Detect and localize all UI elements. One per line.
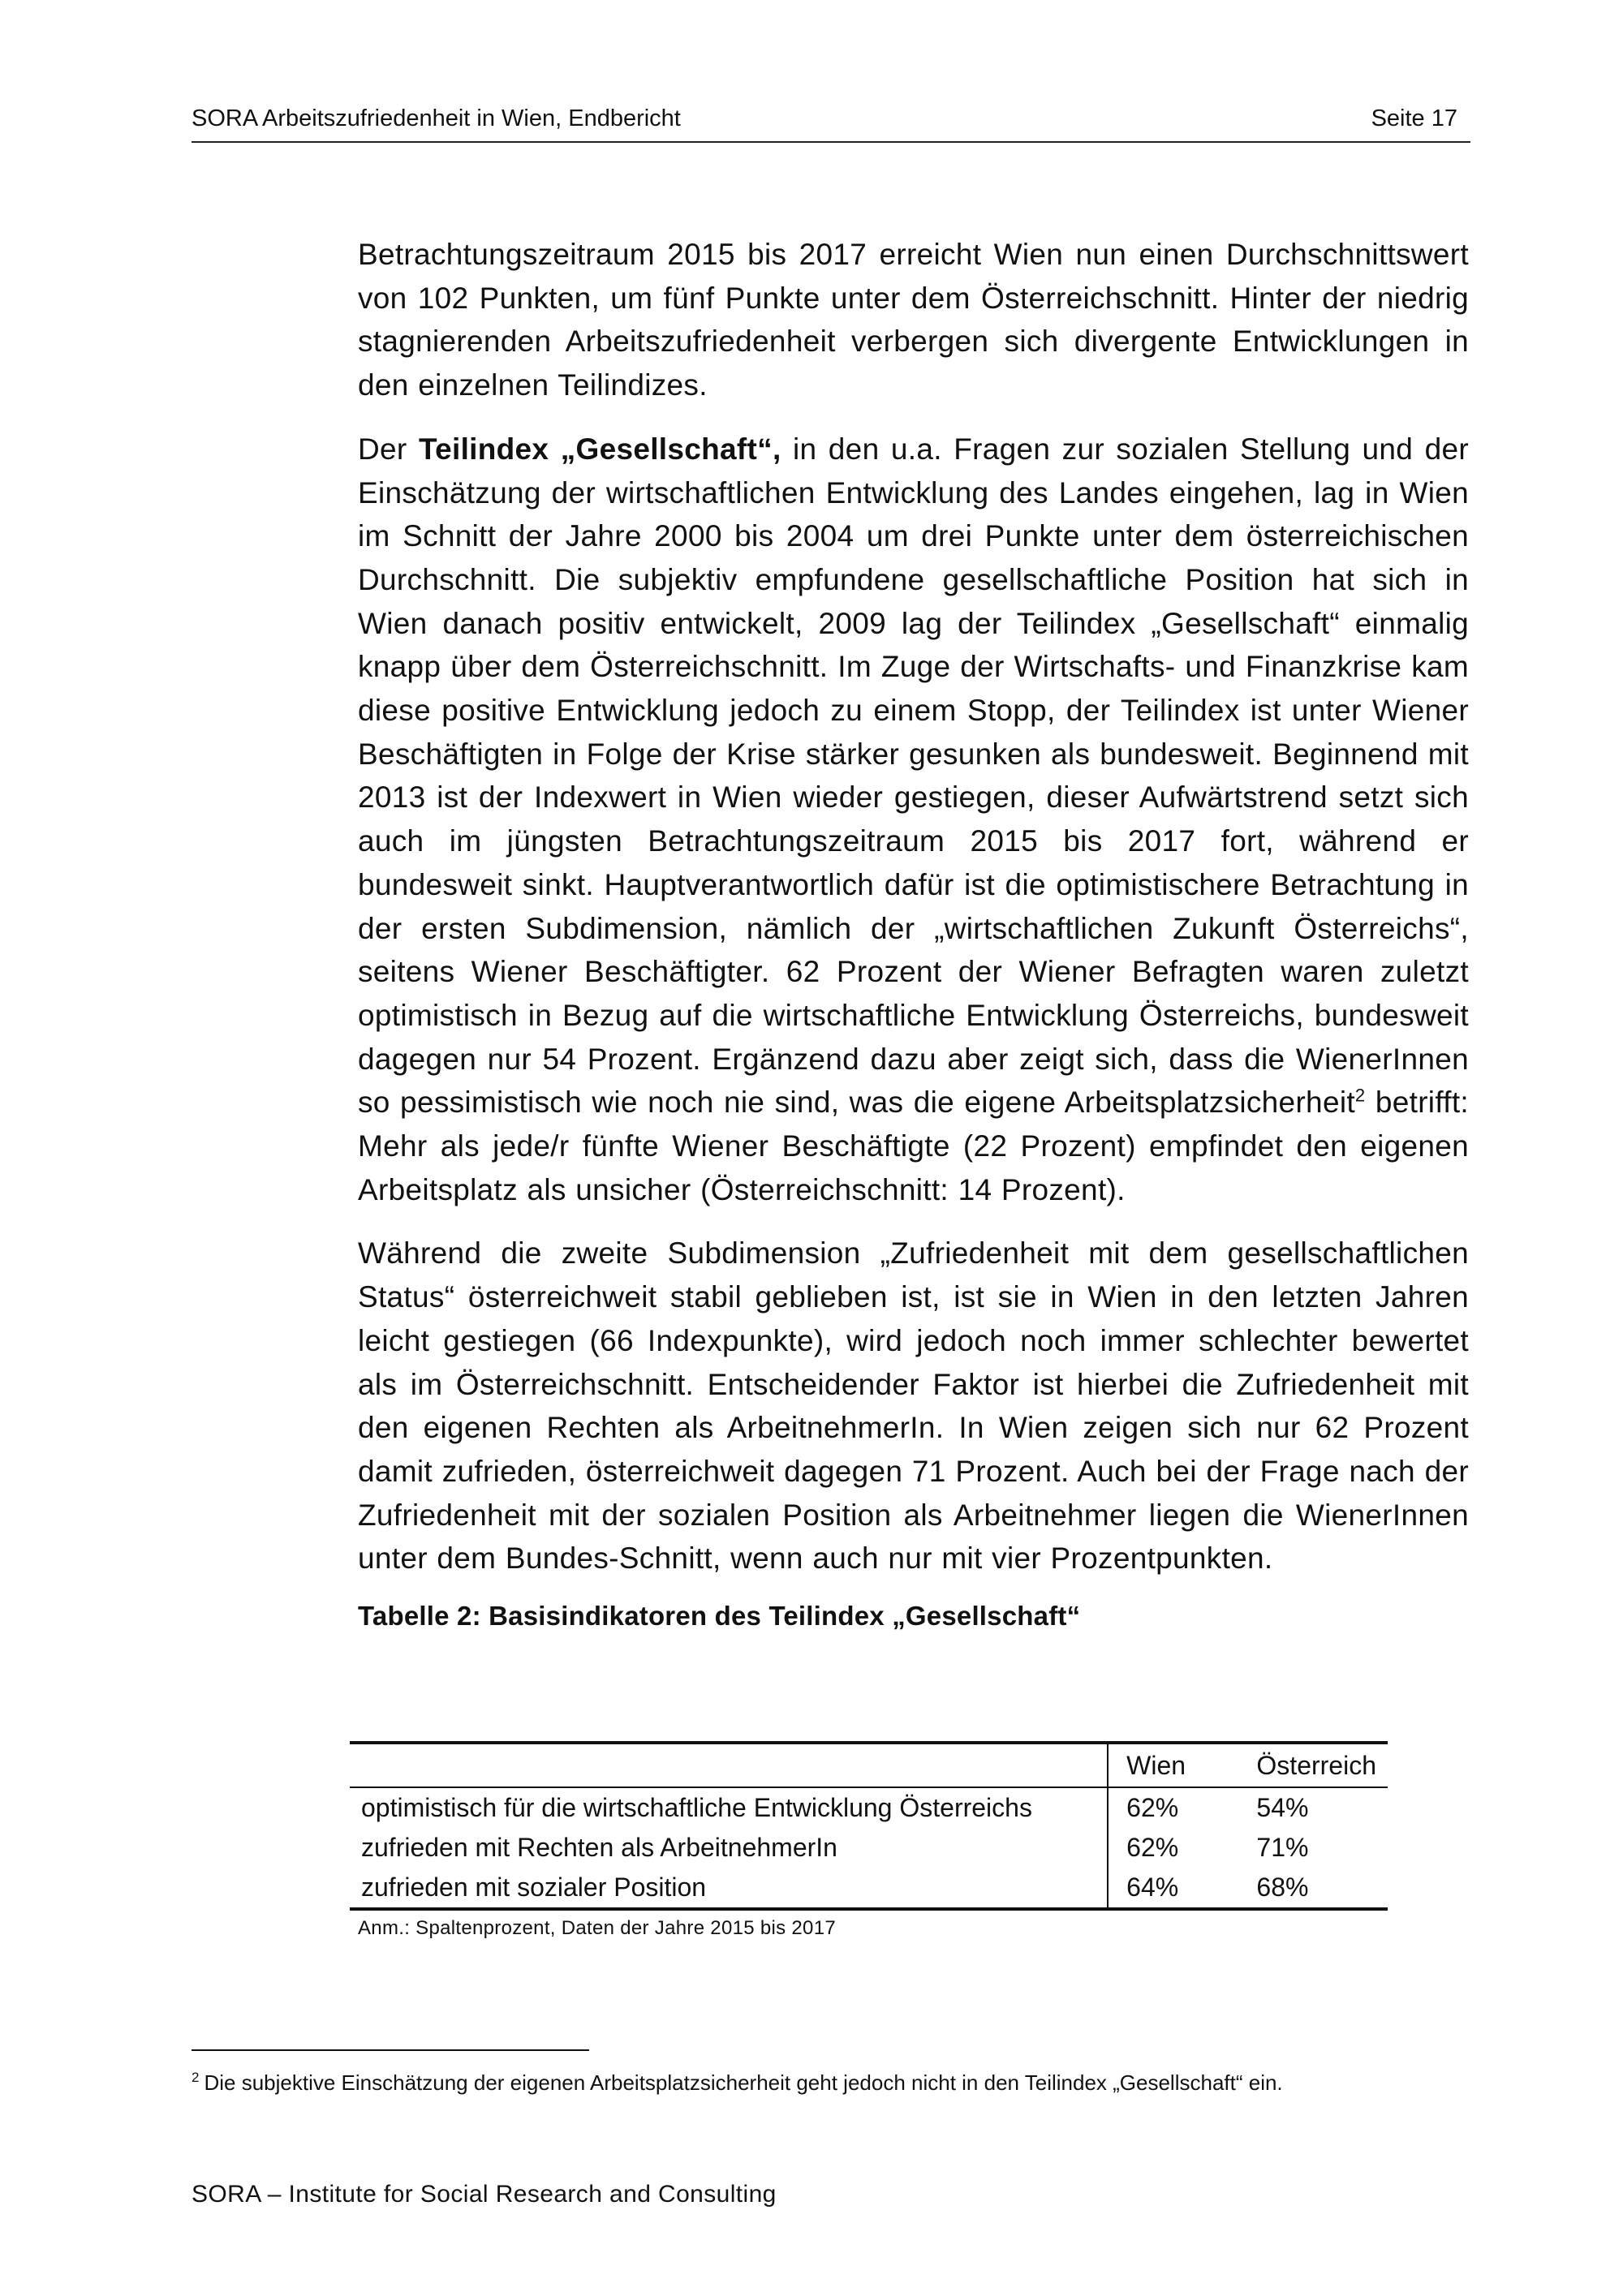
page-number: Seite 17	[1371, 105, 1457, 131]
cell-wien: 64%	[1108, 1868, 1238, 1909]
footnote-reference[interactable]: 2	[1354, 1086, 1366, 1107]
paragraph-2-lead: Der	[358, 432, 419, 466]
paragraph-2-part1: in den u.a. Fragen zur sozialen Stellung und der Einschätzung der wirtschaftlichen Entwicklung des Landes eingehen, lag in Wien im Schnitt der Jahre 2000 bis 2004 um drei Punkte unter dem österreichischen Durchschnitt. Die subjektiv empfundene gesellschaftliche Position hat sich in Wien danach positiv entwickelt, 2009 lag der Teilindex „Gesellschaft“ einmalig knapp über dem Österreichschnitt. Im Zuge der Wirtschafts- und Finanzkrise kam diese positive Entwicklung jedoch zu einem Stopp, der Teilindex ist unter Wiener Beschäftigten in Folge der Krise stärker gesunken als bundesweit. Beginnend mit 2013 ist der Indexwert in Wien wieder gestiegen, dieser Aufwärtstrend setzt sich auch im jüngsten Betrachtungszeitraum 2015 bis 2017 fort, während er bundesweit sinkt. Hauptverantwortlich dafür ist die optimistischere Betrachtung in der ersten Subdimension, nämlich der „wirtschaftlichen Zukunft Österreichs“, seitens Wiener Beschäftigter. 62 Prozent der Wiener Befragten waren zuletzt optimistisch in Bezug auf die wirtschaftliche Entwicklung Österreichs, bundesweit dagegen nur 54 Prozent. Ergänzend dazu aber zeigt sich, dass die WienerInnen so pessimistisch wie noch nie sind, was die eigene Arbeitsplatzsicherheit	[358, 432, 1469, 1120]
row-label: zufrieden mit sozialer Position	[361, 1872, 707, 1902]
cell-oesterreich: 71%	[1256, 1833, 1309, 1862]
footnote-text: Die subjektive Einschätzung der eigenen Arbeitsplatzsicherheit geht jedoch nicht in den Teilindex „Gesellschaft“ ein.	[204, 2070, 1283, 2095]
table-row	[350, 1828, 1388, 1868]
header-title: SORA Arbeitszufriedenheit in Wien, Endbericht	[192, 105, 681, 131]
footnote-divider	[192, 2049, 589, 2051]
header-cell-wien: Wien	[1108, 1743, 1238, 1787]
teilindex-term: Teilindex „Gesellschaft“,	[418, 432, 781, 466]
paragraph-3: Während die zweite Subdimension „Zufriedenheit mit dem gesellschaftlichen Status“ österreichweit stabil geblieben ist, ist sie in Wien in den letzten Jahren leicht gestiegen (66 Indexpunkte), wird jedoch noch immer schlechter bewertet als im Österreichschnitt. Entscheidender Faktor ist hierbei die Zufriedenheit mit den eigenen Rechten als ArbeitnehmerIn. In Wien zeigen sich nur 62 Prozent damit zufrieden, österreichweit dagegen 71 Prozent. Auch bei der Frage nach der Zufriedenheit mit der sozialen Position als Arbeitnehmer liegen die WienerInnen unter dem Bundes-Schnitt, wenn auch nur mit vier Prozentpunkten.	[358, 1236, 1469, 1576]
footnote-number: 2	[192, 2070, 200, 2086]
paragraph-2	[358, 428, 1469, 1212]
paragraph-2-part2: betrifft: Mehr als jede/r fünfte Wiener Beschäftigte (22 Prozent) empfindet den eigenen Arbeitsplatz als unsicher (Österreichschnitt: 14 Prozent).	[358, 1086, 1469, 1206]
header-cell-label	[350, 1743, 1108, 1787]
indicator-table	[350, 1741, 1388, 1911]
table-row	[350, 1787, 1388, 1828]
running-footer: SORA – Institute for Social Research and Consulting	[192, 2181, 777, 2208]
cell-oesterreich: 54%	[1256, 1793, 1309, 1822]
header-cell-oesterreich: Österreich	[1238, 1743, 1388, 1787]
table-note: Anm.: Spaltenprozent, Daten der Jahre 2015 bis 2017	[358, 1917, 837, 1939]
cell-wien: 62%	[1108, 1787, 1238, 1828]
paragraph-1: Betrachtungszeitraum 2015 bis 2017 erreicht Wien nun einen Durchschnittswert von 102 Punkten, um fünf Punkte unter dem Österreichschnitt. Hinter der niedrig stagnierenden Arbeitszufriedenheit verbergen sich divergente Entwicklungen in den einzelnen Teilindizes.	[358, 238, 1469, 402]
footnote	[192, 2070, 1283, 2096]
row-label: optimistisch für die wirtschaftliche Entwicklung Österreichs	[361, 1793, 1032, 1822]
cell-wien: 62%	[1108, 1828, 1238, 1868]
running-header	[192, 101, 1470, 143]
table-caption: Tabelle 2: Basisindikatoren des Teilindex „Gesellschaft“	[358, 1601, 1081, 1632]
body-text	[358, 233, 1469, 1654]
table-header-row	[350, 1743, 1388, 1787]
cell-oesterreich: 68%	[1256, 1872, 1309, 1902]
table-row	[350, 1868, 1388, 1909]
row-label: zufrieden mit Rechten als ArbeitnehmerIn	[361, 1833, 837, 1862]
